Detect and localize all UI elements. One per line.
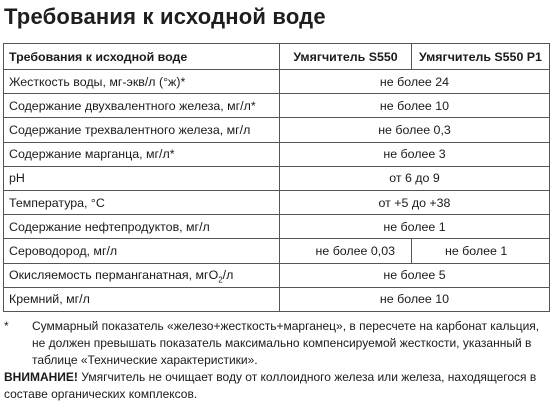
value-cell: не более 5 (280, 263, 550, 287)
table-row (4, 118, 550, 142)
value-cell-s550-p1: не более 1 (412, 239, 550, 263)
table-row (4, 142, 550, 166)
param-cell: Содержание марганца, мг/л* (4, 142, 280, 166)
footnote (4, 318, 550, 369)
param-cell (4, 263, 280, 287)
value-cell-s550: не более 0,03 (280, 239, 412, 263)
param-cell: Содержание двухвалентного железа, мг/л* (4, 94, 280, 118)
warning-text: Умягчитель не очищает воду от коллоидного железа или железа, находящегося в составе органических комплексов. (4, 370, 537, 401)
footnote-marker: * (4, 319, 9, 333)
param-unit: /л (222, 268, 234, 283)
param-cell: Температура, °C (4, 190, 280, 214)
table-row (4, 70, 550, 94)
warning-note (4, 369, 550, 403)
value-cell: не более 10 (280, 94, 550, 118)
value-cell: не более 3 (280, 142, 550, 166)
water-requirements-table (3, 43, 550, 312)
value-cell: не более 0,3 (280, 118, 550, 142)
param-cell: Содержание нефтепродуктов, мг/л (4, 215, 280, 239)
table-row (4, 190, 550, 214)
table-header-row (4, 44, 550, 70)
warning-label: ВНИМАНИЕ! (4, 370, 78, 384)
footnote-text: Суммарный показатель «железо+жесткость+марганец», в пересчете на карбонат кальция, не должен превышать показатель максимально компенсируемой жесткости, указанный в таблице «Технические характеристики». (32, 319, 540, 367)
header-s550-p1: Умягчитель S550 P1 (412, 44, 550, 70)
page-title: Требования к исходной воде (4, 4, 326, 29)
param-cell: pH (4, 166, 280, 190)
value-cell: не более 24 (280, 70, 550, 94)
table-row (4, 263, 550, 287)
param-subscript: 2 (218, 275, 223, 285)
header-requirements: Требования к исходной воде (4, 44, 280, 70)
param-cell: Жесткость воды, мг-экв/л (°ж)* (4, 70, 280, 94)
value-cell: не более 10 (280, 287, 550, 311)
param-text: Окисляемость перманганатная, мгО (9, 268, 219, 283)
table-row (4, 287, 550, 311)
value-cell: от +5 до +38 (280, 190, 550, 214)
header-s550: Умягчитель S550 (280, 44, 412, 70)
param-cell: Кремний, мг/л (4, 287, 280, 311)
value-cell: не более 1 (280, 215, 550, 239)
param-cell: Содержание трехвалентного железа, мг/л (4, 118, 280, 142)
table-row (4, 239, 550, 263)
table-row (4, 215, 550, 239)
value-cell: от 6 до 9 (280, 166, 550, 190)
table-row (4, 166, 550, 190)
table-row (4, 94, 550, 118)
param-cell: Сероводород, мг/л (4, 239, 280, 263)
